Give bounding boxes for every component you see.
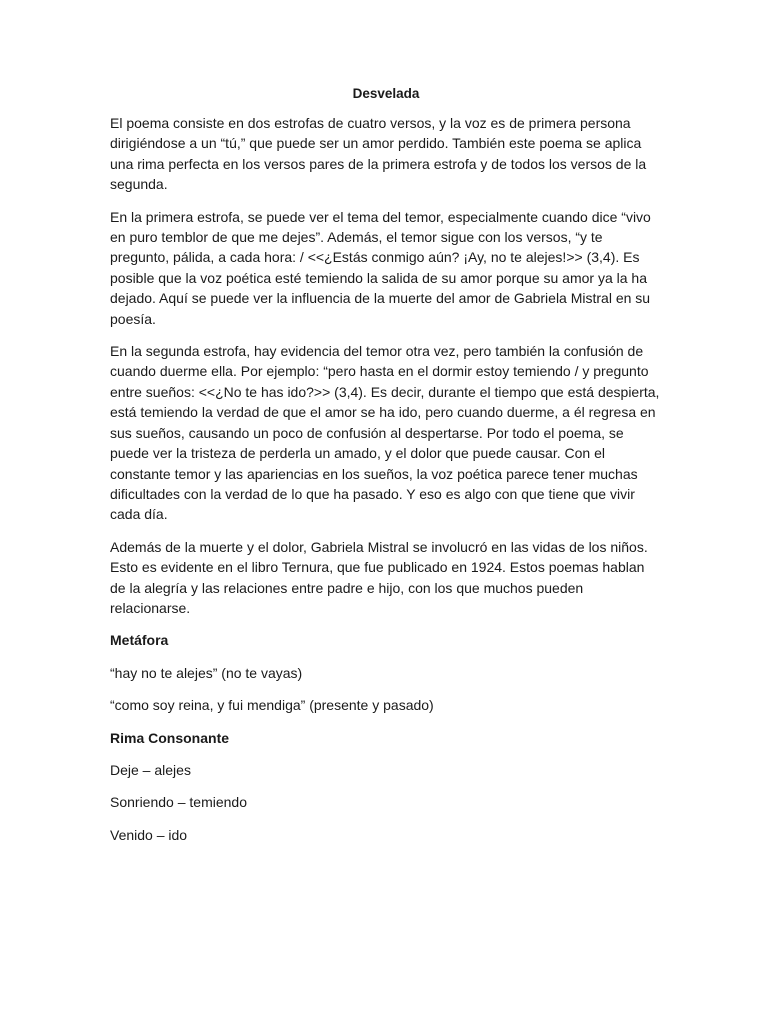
rhyme-heading: Rima Consonante <box>110 729 230 746</box>
paragraph-second-stanza: En la segunda estrofa, hay evidencia del temor otra vez, pero también la confusión de cuando duerme ella. Por ejemplo: “pero hasta en el dormir estoy temiendo / y pregunto entre sueños: <<¿No te has ido?>> (3,4). Es decir, durante el tiempo que está despierta, está temiendo la verdad de que el amor se ha ido, pero cuando duerme, a él regresa en sus sueños, causando un poco de confusión al despertarse. Por todo el poema, se puede ver la tristeza de perderla un amado, y el dolor que puede causar. Con el constante temor y las apariencias en los sueños, la voz poética parece tener muchas dificultades con la verdad de lo que ha pasado. Y eso es algo con que tiene que vivir cada día. <box>110 343 660 523</box>
document-page <box>110 84 662 857</box>
rhyme-line: Venido – ido <box>110 826 188 843</box>
paragraph-ternura: Además de la muerte y el dolor, Gabriela Mistral se involucró en las vidas de los niños. Esto es evidente en el libro Ternura, que fue publicado en 1924. Estos poemas hablan de la alegría y las relaciones entre padre e hijo, con los que muchos pueden relacionarse. <box>110 538 648 616</box>
paragraph-first-stanza: En la primera estrofa, se puede ver el tema del temor, especialmente cuando dice “vivo en puro temblor de que me dejes”. Además, el temor sigue con los versos, “y te pregunto, pálida, a cada hora: / <<¿Estás conmigo aún? ¡Ay, no te alejes!>> (3,4). Es posible que la voz poética esté temiendo la salida de su amor porque su amor ya la ha dejado. Aquí se puede ver la influencia de la muerte del amor de Gabriela Mistral en su poesía. <box>110 208 651 327</box>
metaphor-line: “hay no te alejes” (no te vayas) <box>110 664 303 681</box>
rhyme-line: Deje – alejes <box>110 761 191 778</box>
metaphor-line: “como soy reina, y fui mendiga” (presente y pasado) <box>110 697 434 714</box>
metaphor-heading: Metáfora <box>110 632 169 649</box>
paragraph-structure: El poema consiste en dos estrofas de cuatro versos, y la voz es de primera persona dirigiéndose a un “tú,” que puede ser un amor perdido. También este poema se aplica una rima perfecta en los versos pares de la primera estrofa y de todos los versos de la segunda. <box>110 115 647 193</box>
document-title: Desvelada <box>352 86 420 101</box>
rhyme-line: Sonriendo – temiendo <box>110 794 247 811</box>
